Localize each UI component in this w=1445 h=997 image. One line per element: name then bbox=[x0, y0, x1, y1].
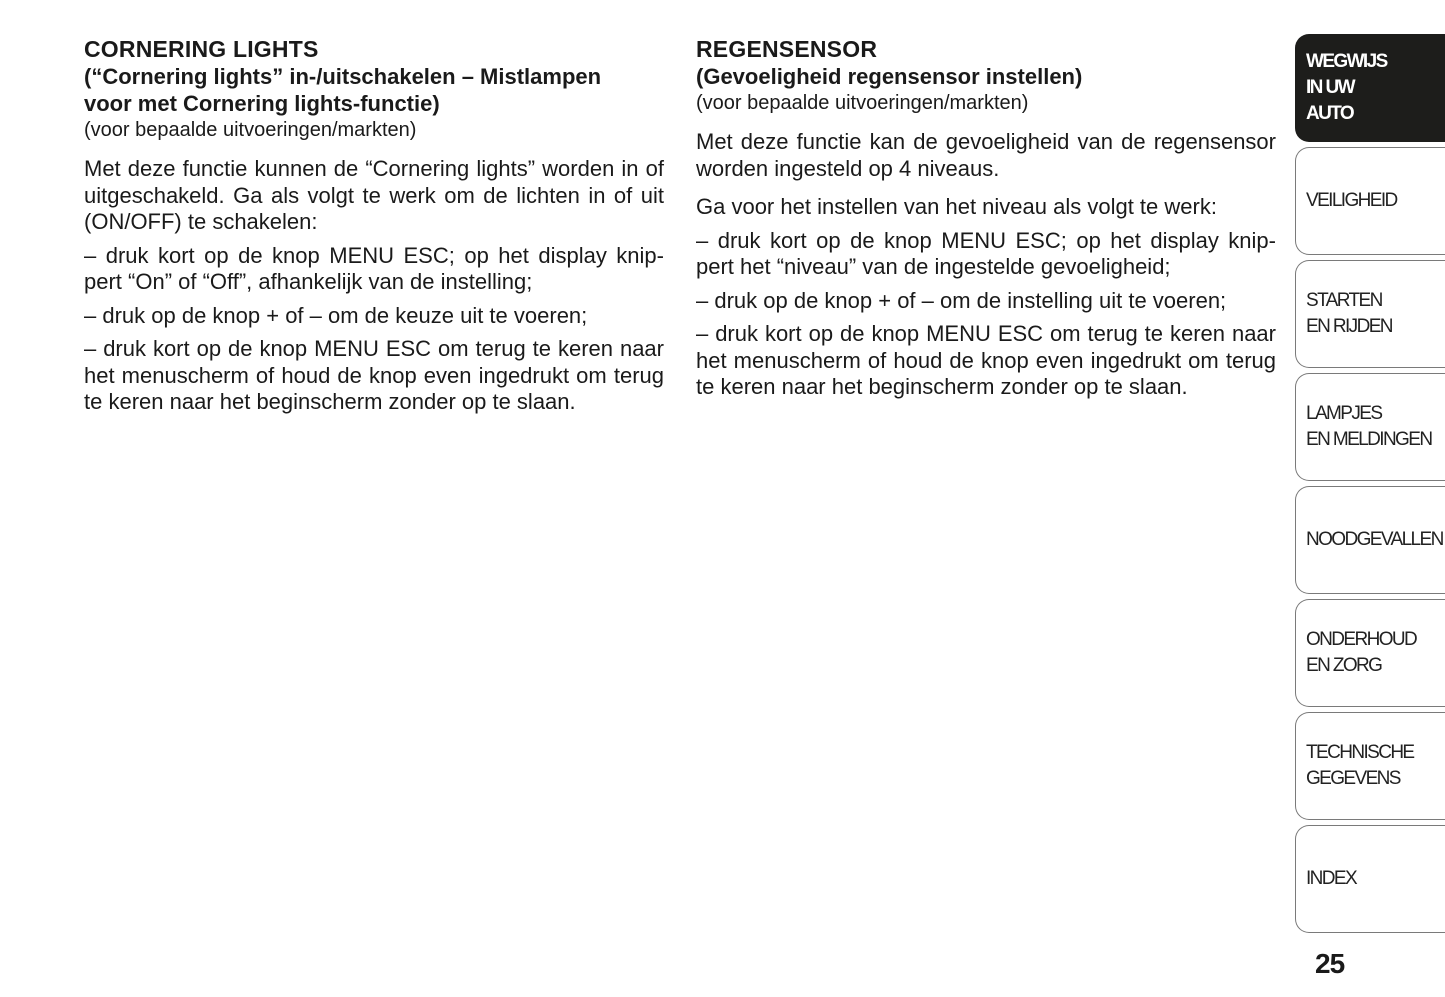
paragraph: – druk op de knop + of – om de keuze uit te voeren; bbox=[84, 302, 588, 328]
tab-noodgevallen[interactable]: NOODGEVALLEN bbox=[1295, 486, 1445, 594]
paragraph: Ga voor het instellen van het niveau als volgt te werk: bbox=[696, 194, 1217, 219]
tab-veiligheid[interactable]: VEILIGHEID bbox=[1295, 147, 1445, 255]
section-title: CORNERING LIGHTS bbox=[84, 36, 319, 62]
paragraph: – druk kort op de knop MENU ESC om terug te keren naar het menuscherm of houd de knop even ingedrukt om terug te keren naar het beginscherm zonder op te slaan. bbox=[696, 321, 1276, 399]
section-subtitle: (“Cornering lights” in-/uitschakelen – Mistlampen bbox=[84, 64, 602, 89]
section-subtitle: (Gevoeligheid regensensor instellen) bbox=[696, 64, 1083, 89]
tab-technische[interactable]: TECHNISCHE GEGEVENS bbox=[1295, 712, 1445, 820]
paragraph: – druk kort op de knop MENU ESC; op het display knip-pert “On” of “Off”, afhankelijk van de instelling; bbox=[84, 242, 664, 294]
left-column bbox=[84, 36, 664, 416]
tab-lampjes[interactable]: LAMPJES EN MELDINGEN bbox=[1295, 373, 1445, 481]
tab-index[interactable]: INDEX bbox=[1295, 825, 1445, 933]
section-note: (voor bepaalde uitvoeringen/markten) bbox=[84, 119, 417, 141]
page-number: 25 bbox=[1315, 948, 1345, 979]
paragraph: Met deze functie kan de gevoeligheid van de regensensor worden ingesteld op 4 niveaus. bbox=[696, 129, 1276, 181]
section-subtitle: voor met Cornering lights-functie) bbox=[84, 91, 440, 116]
paragraph: Met deze functie kunnen de “Cornering lights” worden in of uitgeschakeld. Ga als volgt te werk om de lichten in of uit (ON/OFF) te schakelen: bbox=[84, 156, 664, 234]
paragraph: – druk kort op de knop MENU ESC om terug te keren naar het menuscherm of houd de knop even ingedrukt om terug te keren naar het beginscherm zonder op te slaan. bbox=[84, 336, 664, 414]
tab-starten[interactable]: STARTEN EN RIJDEN bbox=[1295, 260, 1445, 368]
tab-onderhoud[interactable]: ONDERHOUD EN ZORG bbox=[1295, 599, 1445, 707]
section-note: (voor bepaalde uitvoeringen/markten) bbox=[696, 92, 1029, 114]
right-column bbox=[696, 36, 1276, 401]
tab-wegwijs[interactable]: WEGWIJS IN UW AUTO bbox=[1295, 34, 1445, 142]
paragraph: – druk kort op de knop MENU ESC; op het display knip-pert het “niveau” van de ingestelde gevoeligheid; bbox=[696, 227, 1276, 279]
section-title: REGENSENSOR bbox=[696, 36, 878, 62]
paragraph: – druk op de knop + of – om de instelling uit te voeren; bbox=[696, 287, 1227, 313]
